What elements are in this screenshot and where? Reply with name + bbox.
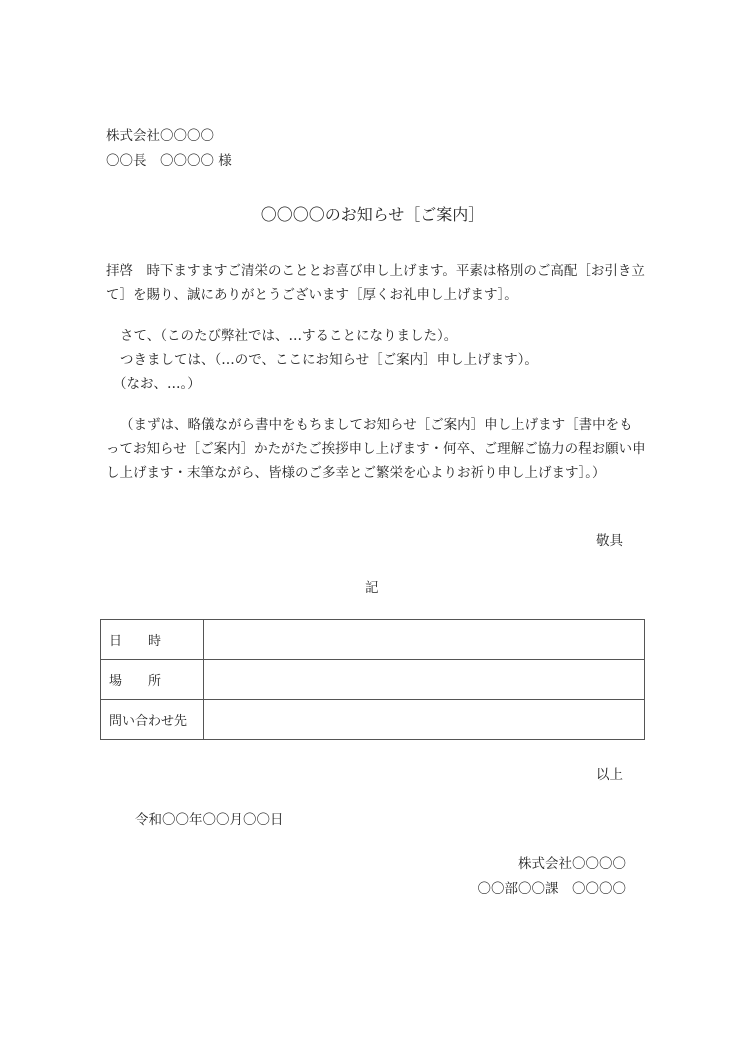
ijou: 以上 — [596, 767, 623, 783]
row-label-contact: 問い合わせ先 — [101, 700, 204, 740]
row-label-datetime: 日 時 — [101, 620, 204, 660]
sender-company: 株式会社〇〇〇〇 — [518, 856, 626, 872]
sender-department: 〇〇部〇〇課 〇〇〇〇 — [477, 881, 626, 897]
row-value-contact[interactable] — [204, 700, 645, 740]
closing-paragraph: （まずは、略儀ながら書中をもちましてお知らせ［ご案内］申し上げます［書中をもってお知らせ［ご案内］かたがたご挨拶申し上げます・何卒、ご理解ご協力の程お願い申し上げます・末筆ながら、皆様のご多幸とご繁栄を心よりお祈り申し上げます］。） — [106, 417, 646, 481]
recipient-person: 〇〇長 〇〇〇〇 様 — [106, 153, 232, 169]
table-row — [101, 620, 645, 660]
keigu: 敬具 — [596, 533, 623, 549]
body-line-3: （なお、…。） — [113, 376, 201, 392]
row-label-place: 場 所 — [101, 660, 204, 700]
details-table — [100, 619, 645, 740]
table-row — [101, 700, 645, 740]
opening-paragraph: 拝啓 時下ますますご清栄のこととお喜び申し上げます。平素は格別のご高配［お引き立て］を賜り、誠にありがとうございます［厚くお礼申し上げます］。 — [106, 263, 645, 303]
ki-heading: 記 — [365, 580, 379, 596]
row-value-datetime[interactable] — [204, 620, 645, 660]
table-row — [101, 660, 645, 700]
recipient-company: 株式会社〇〇〇〇 — [106, 128, 214, 144]
body-line-2: つきましては、（…ので、ここにお知らせ［ご案内］申し上げます）。 — [120, 352, 538, 368]
date: 令和〇〇年〇〇月〇〇日 — [135, 812, 284, 828]
row-value-place[interactable] — [204, 660, 645, 700]
document-title: 〇〇〇〇のお知らせ［ご案内］ — [260, 205, 485, 224]
body-line-1: さて、（このたび弊社では、…することになりました）。 — [120, 328, 458, 344]
